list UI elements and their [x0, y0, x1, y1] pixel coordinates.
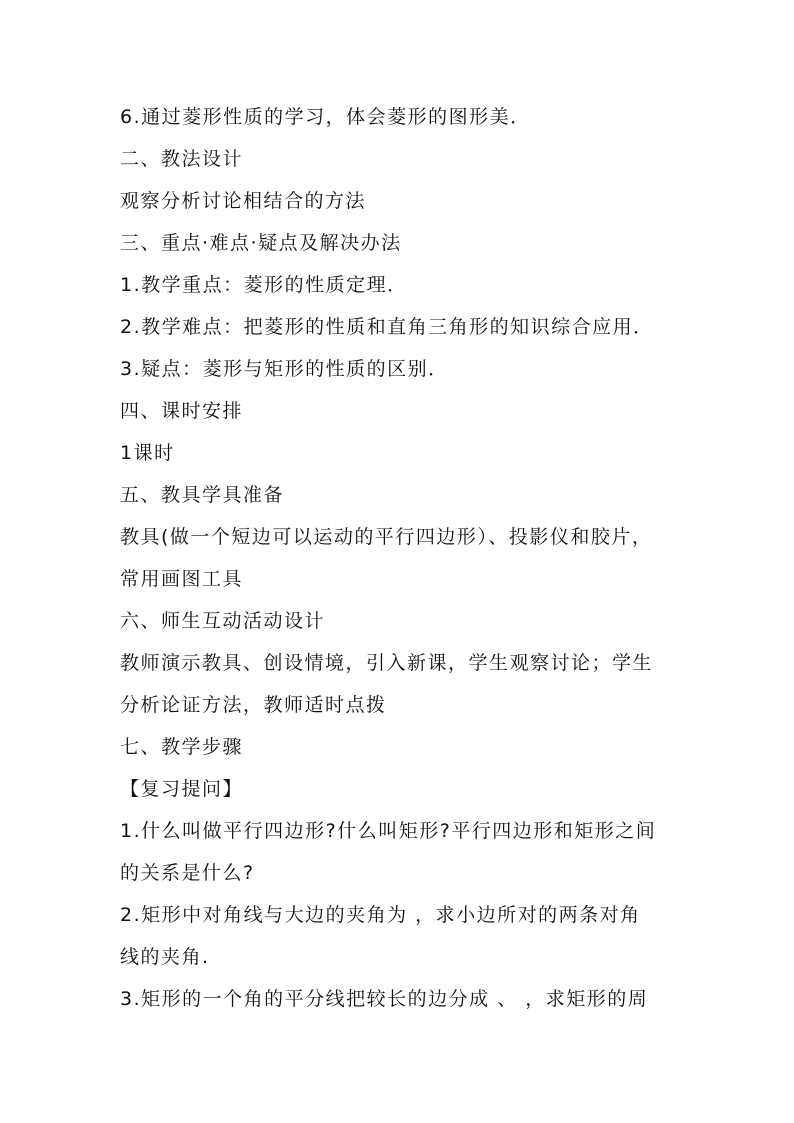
- text-line: 常用画图工具: [120, 568, 244, 590]
- text-line: 线的夹角.: [120, 946, 210, 968]
- section-heading: 二、教法设计: [120, 148, 244, 170]
- text-line: 2.教学难点：把菱形的性质和直角三角形的知识综合应用．: [120, 316, 654, 338]
- section-heading: 七、教学步骤: [120, 736, 244, 758]
- section-heading: 五、教具学具准备: [120, 484, 285, 506]
- text-line: 3.矩形的一个角的平分线把较长的边分成 、 ，求矩形的周: [120, 988, 649, 1010]
- text-line: 2.矩形中对角线与大边的夹角为 ，求小边所对的两条对角: [120, 904, 641, 926]
- text-line: 教师演示教具、创设情境，引入新课，学生观察讨论；学生: [120, 652, 654, 674]
- text-line: 分析论证方法，教师适时点拨: [120, 694, 387, 716]
- text-line: 3.疑点：菱形与矩形的性质的区别．: [120, 358, 449, 380]
- text-line: 教具(做一个短边可以运动的平行四边形）、投影仪和胶片，: [120, 526, 653, 548]
- text-line: 1.教学重点：菱形的性质定理．: [120, 274, 408, 296]
- subsection-heading: 【复习提问】: [120, 778, 244, 800]
- section-heading: 六、师生互动活动设计: [120, 610, 326, 632]
- section-heading: 三、重点·难点·疑点及解决办法: [120, 232, 402, 254]
- text-line: 观察分析讨论相结合的方法: [120, 190, 367, 212]
- text-line: 的关系是什么?: [120, 862, 255, 884]
- text-line: 1.什么叫做平行四边形?什么叫矩形?平行四边形和矩形之间: [120, 820, 657, 842]
- section-heading: 四、课时安排: [120, 400, 244, 422]
- text-line: 1课时: [120, 442, 175, 464]
- text-line: 6.通过菱形性质的学习，体会菱形的图形美．: [120, 106, 531, 128]
